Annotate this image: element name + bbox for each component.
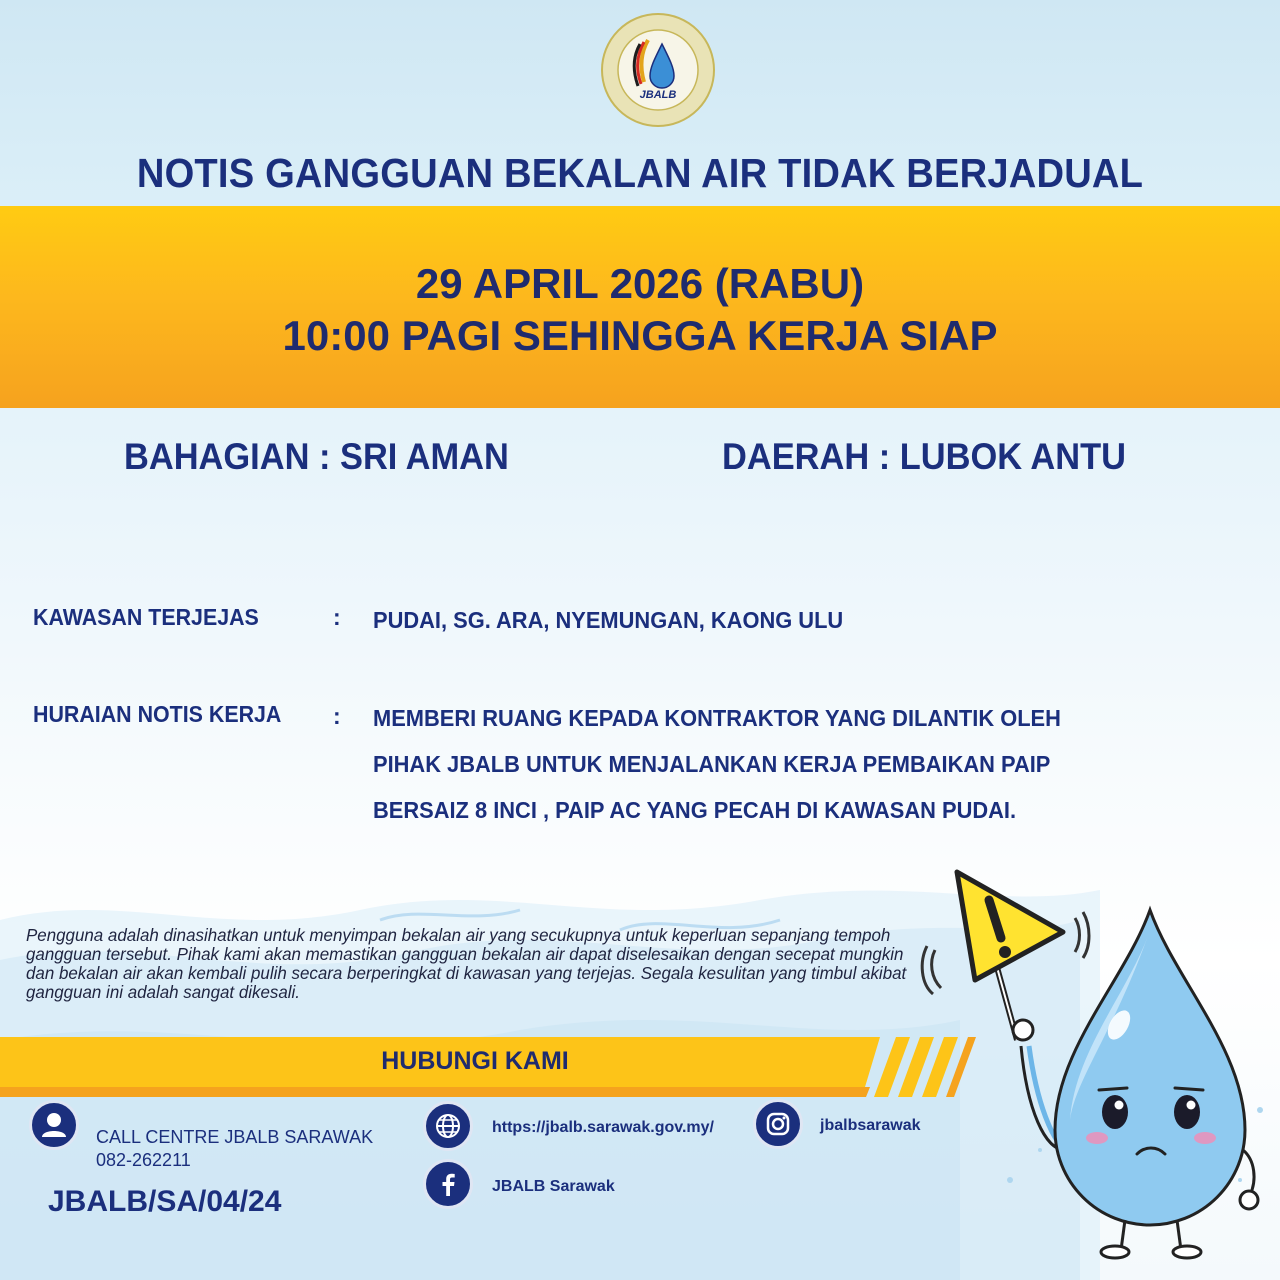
call-centre-name: CALL CENTRE JBALB SARAWAK (96, 1127, 374, 1147)
work-description-label: HURAIAN NOTIS KERJA (33, 701, 282, 727)
warning-icon (922, 872, 1089, 1040)
division-label: BAHAGIAN : SRI AMAN (124, 436, 509, 477)
call-centre-phone[interactable]: 082-262211 (96, 1150, 191, 1170)
work-description-line: PIHAK JBALB UNTUK MENJALANKAN KERJA PEMBAIKAN PAIP (373, 751, 1051, 777)
advisory-text: Pengguna adalah dinasihatkan untuk menyimpan bekalan air yang secukupnya untuk keperluan sepanjang tempoh gangguan tersebut. Pihak kami akan memastikan gangguan bekalan air dapat diselesaikan dengan secepat mungkin dan bekalan air akan kembali pulih secara berperingkat di kawasan yang terjejas. Segala kesulitan yang timbul akibat gangguan ini adalah sangat dikesali. (26, 925, 907, 1002)
affected-areas-value: PUDAI, SG. ARA, NYEMUNGAN, KAONG ULU (373, 607, 844, 633)
reference-code: JBALB/SA/04/24 (48, 1185, 282, 1218)
call-centre-info (96, 1126, 373, 1172)
facebook-page[interactable]: JBALB Sarawak (492, 1178, 615, 1195)
instagram-icon (753, 1099, 803, 1149)
work-description-value (373, 695, 1152, 833)
globe-icon (423, 1101, 473, 1151)
jbalb-logo (600, 12, 716, 128)
outage-date: 29 APRIL 2026 (RABU) (415, 260, 865, 307)
logo-wordmark: JBALB (639, 89, 677, 101)
outage-time: 10:00 PAGI SEHINGGA KERJA SIAP (282, 312, 998, 359)
work-description-colon: : (333, 703, 341, 729)
contact-heading: HUBUNGI KAMI (381, 1047, 569, 1075)
district-label: DAERAH : LUBOK ANTU (722, 436, 1126, 477)
person-icon (29, 1100, 79, 1150)
affected-colon: : (333, 604, 341, 630)
website-link[interactable]: https://jbalb.sarawak.gov.my/ (492, 1119, 714, 1136)
facebook-icon (423, 1159, 473, 1209)
water-drop-mascot (905, 850, 1280, 1260)
notice-title: NOTIS GANGGUAN BEKALAN AIR TIDAK BERJADUAL (136, 150, 1144, 196)
work-description-line: MEMBERI RUANG KEPADA KONTRAKTOR YANG DILANTIK OLEH (373, 705, 1061, 731)
affected-areas-label: KAWASAN TERJEJAS (33, 604, 259, 630)
work-description-line: BERSAIZ 8 INCI , PAIP AC YANG PECAH DI KAWASAN PUDAI. (373, 797, 1017, 823)
instagram-handle[interactable]: jbalbsarawak (820, 1117, 921, 1134)
